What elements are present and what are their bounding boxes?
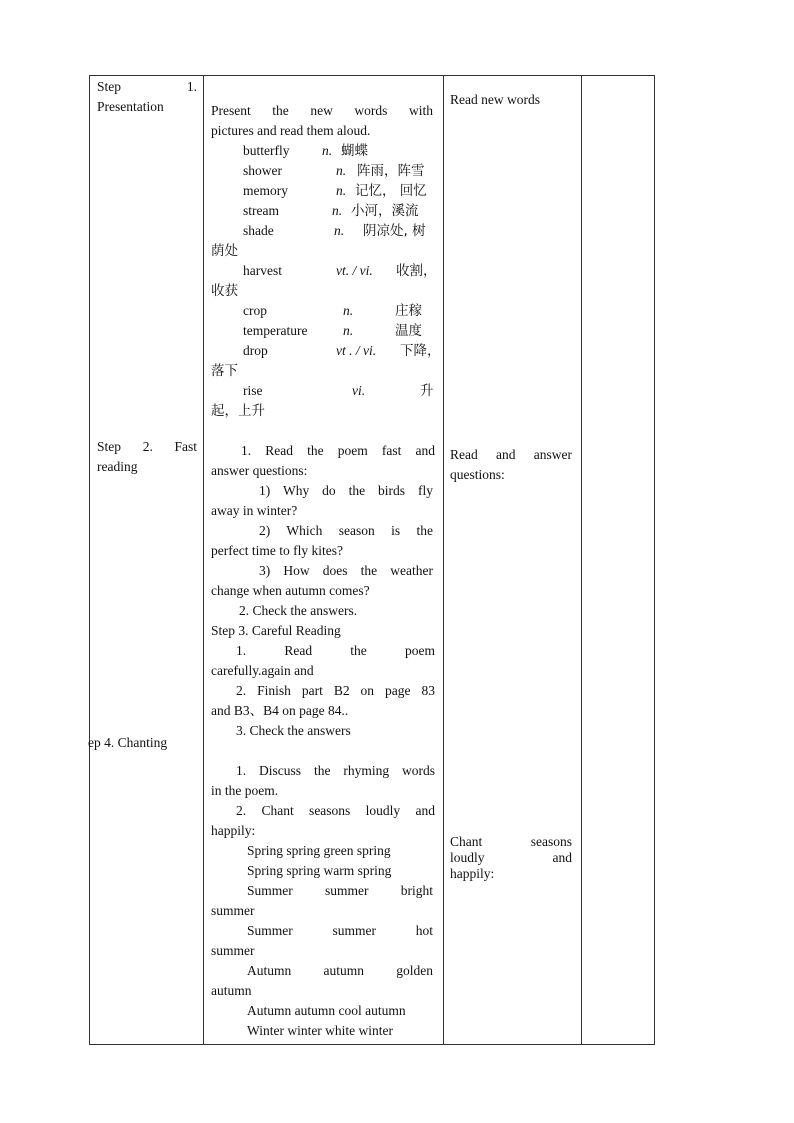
chant-line: Autumn autumn cool autumn — [247, 1003, 406, 1018]
careful-item-3: 3. Check the answers — [236, 723, 351, 738]
vocab-meaning: 温度 — [395, 323, 422, 339]
activity-read-words: Read new words — [450, 92, 540, 107]
vocab-word: shower — [243, 163, 282, 178]
vocab-pos: vt . / vi. — [336, 343, 377, 358]
chant-line: Autumn autumn golden — [247, 963, 433, 978]
vocab-word: butterfly — [243, 143, 290, 158]
chant-item-2-line1: 2. Chant seasons loudly and — [236, 803, 435, 818]
column-divider — [443, 76, 444, 1044]
vocab-word: crop — [243, 303, 267, 318]
chant-item-1-line2: in the poem. — [211, 783, 279, 798]
question-3-line1: 3) How does the weather — [259, 563, 433, 578]
step4-label: ep 4. Chanting — [88, 735, 168, 750]
vocab-pos: n. — [322, 143, 333, 158]
vocab-meaning: 收割， — [396, 263, 437, 279]
chant-line: Summer summer bright — [247, 883, 433, 898]
fast-reading-task-line1: 1. Read the poem fast and — [241, 443, 435, 458]
careful-item-1-line2: carefully.again and — [211, 663, 314, 678]
vocab-pos: n. — [334, 223, 345, 238]
question-2-line2: perfect time to fly kites? — [211, 543, 343, 558]
question-3-line2: change when autumn comes? — [211, 583, 370, 598]
chant-line: summer — [211, 903, 255, 918]
chant-item-1-line1: 1. Discuss the rhyming words — [236, 763, 435, 778]
vocab-pos: vt. / vi. — [336, 263, 373, 278]
chant-line: summer — [211, 943, 255, 958]
vocab-word: harvest — [243, 263, 282, 278]
vocab-word: drop — [243, 343, 268, 358]
careful-item-1-line1: 1. Read the poem — [236, 643, 435, 658]
vocab-pos: n. — [336, 163, 347, 178]
activity-chant-line1: Chant seasons — [450, 834, 572, 849]
step1-label-line2: Presentation — [97, 99, 164, 114]
vocab-word: temperature — [243, 323, 308, 338]
vocab-pos: n. — [343, 323, 354, 338]
chant-line: Winter winter white winter — [247, 1023, 394, 1038]
activity-read-answer-line2: questions: — [450, 467, 505, 482]
presentation-intro-line2: pictures and read them aloud. — [211, 123, 371, 138]
chant-item-2-line2: happily: — [211, 823, 256, 838]
question-2-line1: 2) Which season is the — [259, 523, 433, 538]
vocab-pos: n. — [343, 303, 354, 318]
vocab-meaning: 记忆， 回忆 — [355, 183, 427, 199]
vocab-pos: n. — [332, 203, 343, 218]
step1-label-line1: Step 1. — [97, 79, 197, 94]
column-divider — [581, 76, 582, 1044]
fast-reading-task-line2: answer questions: — [211, 463, 308, 478]
vocab-word: memory — [243, 183, 288, 198]
vocab-meaning: 阵雨，阵雪 — [357, 163, 425, 179]
activity-chant-line2: loudly and — [450, 850, 572, 865]
vocab-meaning-cont: 落下 — [211, 363, 238, 379]
chant-line: autumn — [211, 983, 252, 998]
vocab-meaning-cont: 收获 — [211, 283, 238, 299]
chant-line: Spring spring warm spring — [247, 863, 392, 878]
vocab-pos: vi. — [352, 383, 366, 398]
check-answers: 2. Check the answers. — [239, 603, 358, 618]
presentation-intro-line1: Present the new words with — [211, 103, 433, 118]
vocab-word: shade — [243, 223, 274, 238]
activity-read-answer-line1: Read and answer — [450, 447, 572, 462]
vocab-meaning: 小河，溪流 — [351, 203, 419, 219]
careful-reading-title: Step 3. Careful Reading — [211, 623, 341, 638]
careful-item-2-line2: and B3、B4 on page 84.. — [211, 703, 349, 718]
vocab-meaning: 升 — [420, 383, 434, 399]
vocab-pos: n. — [336, 183, 347, 198]
question-1-line1: 1) Why do the birds fly — [259, 483, 433, 498]
careful-item-2-line1: 2. Finish part B2 on page 83 — [236, 683, 435, 698]
vocab-meaning: 蝴蝶 — [341, 143, 368, 159]
vocab-word: stream — [243, 203, 279, 218]
question-1-line2: away in winter? — [211, 503, 298, 518]
vocab-meaning: 阴凉处, 树 — [363, 223, 426, 239]
vocab-meaning: 庄稼 — [395, 303, 422, 319]
chant-line: Spring spring green spring — [247, 843, 391, 858]
step2-label-line1: Step 2. Fast — [97, 439, 197, 454]
vocab-meaning: 下降， — [400, 343, 441, 359]
vocab-word: rise — [243, 383, 263, 398]
column-divider — [203, 76, 204, 1044]
step2-label-line2: reading — [97, 459, 138, 474]
vocab-meaning-cont: 起，上升 — [211, 403, 265, 419]
activity-chant-line3: happily: — [450, 866, 495, 881]
vocab-meaning-cont: 荫处 — [211, 243, 238, 259]
chant-line: Summer summer hot — [247, 923, 433, 938]
